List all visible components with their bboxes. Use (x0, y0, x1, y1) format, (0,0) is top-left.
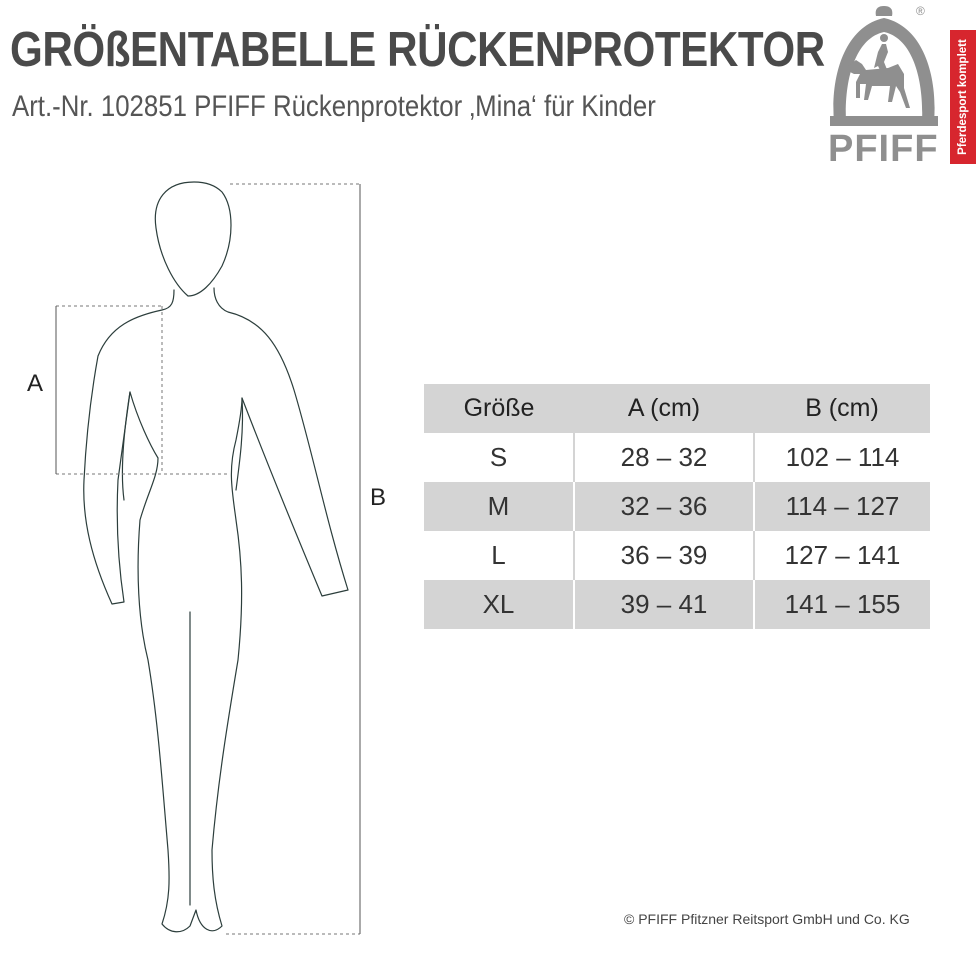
copyright-notice: © PFIFF Pfitzner Reitsport GmbH und Co. KG (624, 911, 910, 927)
size-table (424, 384, 930, 629)
measure-a-label: A (27, 370, 44, 397)
page-title: GRÖßENTABELLE RÜCKENPROTEKTOR (10, 23, 825, 77)
table-row-xl (424, 580, 930, 629)
cell-size: M (424, 482, 574, 531)
table-row-l (424, 531, 930, 580)
cell-size: XL (424, 580, 574, 629)
cell-b: 127 – 141 (754, 531, 930, 580)
figure-arm-inner-left (122, 392, 130, 500)
logo-tagline: Pferdesport komplett (957, 39, 969, 155)
cell-size: L (424, 531, 574, 580)
logo-wordmark: PFIFF (828, 128, 939, 170)
registered-mark: ® (916, 4, 925, 18)
cell-a: 39 – 41 (574, 580, 754, 629)
table-row-s (424, 433, 930, 482)
cell-b: 114 – 127 (754, 482, 930, 531)
cell-a: 32 – 36 (574, 482, 754, 531)
column-header-b: B (cm) (754, 384, 930, 433)
size-table-header-row (424, 384, 930, 433)
cell-b: 141 – 155 (754, 580, 930, 629)
figure-body-outline (84, 288, 348, 932)
cell-a: 36 – 39 (574, 531, 754, 580)
column-header-size: Größe (424, 384, 574, 433)
cell-size: S (424, 433, 574, 482)
measure-b-label: B (370, 484, 387, 511)
table-row-m (424, 482, 930, 531)
page-subtitle: Art.-Nr. 102851 PFIFF Rückenprotektor ‚Mina‘ für Kinder (12, 90, 656, 123)
cell-b: 102 – 114 (754, 433, 930, 482)
figure-arm-inner-right (236, 398, 243, 490)
figure-head (155, 182, 231, 296)
cell-a: 28 – 32 (574, 433, 754, 482)
column-header-a: A (cm) (574, 384, 754, 433)
